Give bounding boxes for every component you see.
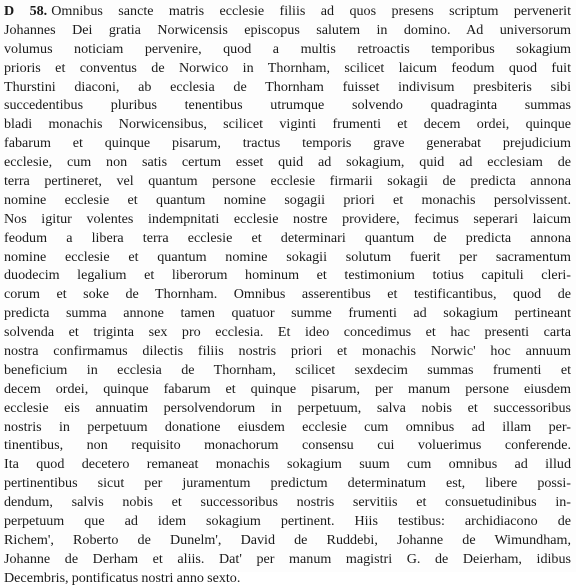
text-line: Johannes Dei gratia Norwicensis episcopus salutem in domino. Ad universorum [4,21,571,38]
text-line: nostra confirmamus dilectis filiis nostris priori et monachis Norwic' hoc annuum [4,343,571,360]
text-line: succedentibus pluribus tenentibus utrumque solvendo quadraginta summas [4,97,571,114]
text-line: prioris et conventus de Norwico in Thornham, scilicet laicum feodum quod fuit [4,59,571,76]
text-line: decem ordei, quinque fabarum et quinque pisarum, per manum persone eiusdem [4,380,571,397]
text-line: pertinentibus sicut per juramentum predictum determinatum est, libere possi- [4,475,571,492]
text-line: bladi monachis Norwicensibus, scilicet viginti frumenti et decem ordei, quinque [4,116,571,133]
text-line: predicta summa annone tamen quatuor summe frumenti ad sokagium pertineant [4,305,571,322]
text-line: Nos igitur volentes indempnitati ecclesie nostre providere, fecimus seperari laicum [4,210,571,227]
text-line [4,2,571,21]
text-line: ecclesie, cum non satis certum esset quid ad sokagium, quid ad ecclesiam de [4,154,571,171]
text-line: Richem', Roberto de Dunelm', David de Ruddebi, Johanne de Wimundham, [4,531,571,548]
text-line-content: Omnibus sancte matris ecclesie filiis ad quos presens scriptum pervenerit [51,3,572,19]
text-line: perpetuum que ad idem sokagium pertinent. Hiis testibus: archidiacono de [4,513,571,530]
text-line: beneficium in ecclesia de Thornham, scilicet sexdecim summas frumenti et [4,361,571,378]
text-line: solvenda et triginta sex pro ecclesia. Et ideo concedimus et hac presenti carta [4,324,571,341]
text-line: Johanne de Derham et aliis. Dat' per manum magistri G. de Deierham, idibus [4,550,571,567]
text-line: nomine ecclesie et quantum nomine sokagii solutum fuerit per sacramentum [4,248,571,265]
text-line: fabarum et quinque pisarum, tractus temporis grave generabat prejudicium [4,135,571,152]
text-line: Decembris, pontificatus nostri anno sexto. [4,569,241,586]
text-line: terra pertineret, vel quantum persone ecclesie firmarii sokagii de predicta annona [4,173,571,190]
text-line: corum et soke de Thornham. Omnibus asserentibus et testificantibus, quod de [4,286,571,303]
document-id: D 58. [4,3,48,19]
charter-text [4,2,571,588]
text-line: duodecim legalium et liberorum hominum et testimonium totius capituli cleri- [4,267,571,284]
text-line: Ita quod decetero remaneat monachis sokagium suum cum omnibus ad illud [4,456,571,473]
text-line: tinentibus, non requisito monachorum consensu cui voluerimus conferende. [4,437,571,454]
text-line: nostris in perpetuum donatione eiusdem ecclesie cum omnibus ad illam per- [4,418,571,435]
text-line: volumus noticiam pervenire, quod a multis retroactis temporibus sokagium [4,40,571,57]
text-line: ecclesie eis annuatim persolvendorum in perpetuum, salva nobis et successoribus [4,399,571,416]
text-line: nomine ecclesie et quantum nomine sogagii priori et monachis persolvissent. [4,191,571,208]
text-line: feodum a libera terra ecclesie et determinari quantum de predicta annona [4,229,571,246]
text-line: dendum, salvis nobis et successoribus nostris servitiis et consuetudinibus in- [4,494,571,511]
text-line: Thurstini diaconi, ab ecclesia de Thornham fuisset indivisum presbiteris sibi [4,78,571,95]
